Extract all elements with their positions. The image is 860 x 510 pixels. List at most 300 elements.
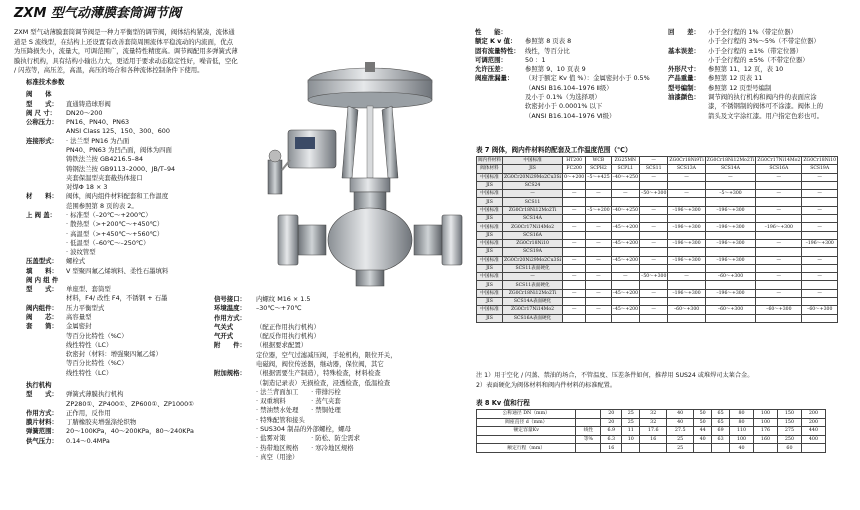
body-spec-label: 材 料：	[26, 192, 58, 201]
table-cell	[756, 231, 802, 239]
accessory-spec-value: · SUS304 制品的外部螺栓，螺母	[256, 424, 351, 433]
actuator-spec-value: 丁腈橡胶夹增强涤纶织物	[66, 418, 137, 427]
table-cell: 65	[712, 410, 730, 419]
table-cell	[705, 248, 756, 256]
table-cell: –45～+200	[612, 224, 639, 230]
accessory-spec-value: （制造记录表）无损检查，浸透检查，低温检查	[256, 378, 391, 387]
body-spec-row	[26, 313, 246, 322]
table-cell	[668, 264, 705, 272]
table7-row	[477, 231, 838, 239]
table-cell: 400	[801, 435, 825, 444]
perf-spec-value: 参照第 8 页表 8	[525, 37, 572, 46]
table-cell: —	[668, 273, 705, 281]
table-cell: —	[563, 206, 586, 214]
table-cell	[611, 215, 639, 223]
table-cell: –60～+300	[705, 306, 756, 314]
accessory-spec-row	[214, 397, 474, 406]
table7-header-row	[477, 157, 838, 165]
accessory-spec-row	[214, 369, 474, 378]
body-spec-value: DN20～200	[66, 108, 103, 117]
table-cell: –196～+300	[802, 239, 838, 247]
page-title: ZXM 型气动薄膜套筒调节阀	[14, 6, 181, 21]
table-cell: 额定容量Kv	[477, 427, 576, 436]
body-spec-row	[26, 183, 246, 192]
accessory-spec-label	[214, 360, 256, 369]
table-cell	[586, 298, 611, 306]
body-spec-row	[26, 332, 246, 341]
body-spec-label: 填 料：	[26, 266, 58, 275]
table-cell	[563, 264, 586, 272]
table-cell	[705, 298, 756, 306]
perf-spec-value: （ANSI B16.104–1976 Ⅵ级）	[525, 111, 616, 120]
table-cell	[705, 198, 756, 206]
table7-row	[477, 273, 838, 281]
note-1: 注 1）用于空化 / 闪蒸、禁油的场合，不管温度、压差条件如何，推荐用 SUS24 或堆焊司太莱合金。	[476, 372, 754, 379]
table-cell: 32	[640, 418, 667, 427]
table-cell: 69	[712, 427, 730, 436]
table-cell: –196～+300	[705, 239, 756, 247]
right-spec-row	[668, 93, 858, 102]
actuator-spec-row	[26, 409, 246, 418]
table-cell: SCS24	[502, 181, 562, 189]
right-spec-value: 参照第 12 页型号编制	[708, 83, 772, 92]
table-cell: —	[563, 239, 586, 247]
table-cell: –45～+200	[612, 241, 639, 247]
table-cell	[586, 231, 611, 239]
perf-spec-label: 固有流量特性：	[475, 46, 520, 55]
table-cell	[705, 181, 756, 189]
body-spec-label: 阀 芯：	[26, 313, 58, 322]
table-cell: 中国标准	[477, 173, 503, 181]
table-cell: 176	[754, 427, 778, 436]
table7-header-row	[477, 165, 838, 173]
table7-row	[477, 264, 838, 272]
table-cell	[611, 264, 639, 272]
body-spec-label	[26, 239, 66, 248]
accessory-spec-value: –30℃～+70℃	[256, 304, 302, 313]
table-cell: –196～+300	[705, 289, 756, 297]
table-cell	[694, 444, 712, 453]
table-cell	[668, 231, 705, 239]
table-cell	[712, 444, 730, 453]
table-cell: –196～+300	[705, 223, 756, 231]
body-spec-value: ANSI Class 125、150、300、600	[66, 127, 170, 136]
right-spec-column	[668, 28, 858, 121]
table-cell: –196～+300	[668, 289, 705, 297]
table-cell: SCS16A	[756, 165, 802, 173]
table7-row	[477, 173, 838, 181]
table-cell: —	[563, 273, 586, 281]
right-spec-label	[668, 112, 708, 121]
body-spec-label	[26, 332, 66, 341]
table7-row	[477, 256, 838, 264]
right-spec-row	[668, 84, 858, 93]
actuator-spec-label: 作用方式：	[26, 408, 58, 417]
table-cell: 公称通径 DN（mm）	[477, 410, 576, 419]
body-spec-row	[26, 118, 246, 127]
perf-spec-row	[475, 47, 660, 56]
left-spec-rows	[26, 100, 246, 378]
table-cell: JIS	[477, 248, 503, 256]
table-cell: —	[563, 190, 586, 198]
table-cell: SCS13A	[668, 165, 705, 173]
perf-spec-value: 软密封小于 0.0001% 以下	[525, 102, 603, 111]
table-cell: —	[586, 223, 611, 231]
perf-spec-row	[475, 65, 660, 74]
table-cell: 0～+200	[564, 174, 585, 180]
body-spec-row	[26, 276, 246, 285]
table-cell: —	[668, 173, 705, 181]
table-cell: –45～+200	[612, 290, 639, 296]
table-cell: –50～+300	[641, 191, 667, 197]
body-spec-row	[26, 192, 246, 201]
table-cell	[640, 248, 668, 256]
actuator-spec-row	[26, 390, 246, 399]
table-cell: –5～+425	[587, 174, 610, 180]
table-cell: 额定行程（mm）	[477, 444, 576, 453]
accessory-spec-row	[214, 332, 474, 341]
right-spec-row	[668, 65, 858, 74]
body-spec-value: · 散热型（>+200℃～+450℃）	[66, 220, 164, 229]
body-spec-label	[26, 369, 66, 378]
right-spec-label	[668, 37, 708, 46]
table-cell: 6.3	[601, 435, 622, 444]
table-cell: –60～+300	[756, 306, 802, 314]
table-cell: SCS19A	[802, 165, 838, 173]
table-cell: –45～+200	[612, 307, 639, 313]
body-spec-label	[26, 350, 66, 359]
table-cell	[576, 444, 601, 453]
body-spec-label	[26, 183, 66, 192]
kv-table	[476, 409, 826, 453]
table-cell: JIS	[477, 298, 503, 306]
table-cell: –196～+300	[705, 256, 756, 264]
table-cell: —	[640, 256, 668, 264]
body-spec-label: 阀 尺 寸：	[26, 108, 57, 117]
right-spec-row	[668, 112, 858, 121]
note-2: 2）表面硬化为阀体材料和阀内件材料的标准配置。	[476, 382, 617, 389]
table-cell: JIS	[477, 264, 503, 272]
perf-spec-label: 阀座泄漏量：	[475, 74, 514, 83]
body-spec-value: 金属密封	[66, 322, 92, 331]
accessory-spec-row	[214, 453, 474, 462]
body-spec-value: 阀体，阀内组件材料配套和工作温度	[66, 192, 169, 201]
body-spec-value: 高容量型	[66, 313, 92, 322]
table-cell: —	[502, 273, 562, 281]
table-cell	[802, 231, 838, 239]
table-cell: ZG0Cr18Ni12Mo2Ti	[502, 206, 562, 214]
table-cell: 中国标准	[477, 289, 503, 297]
right-spec-row	[668, 102, 858, 111]
table-cell: —	[586, 289, 611, 297]
right-spec-value: 小于全行程的 3%～5%（不带定位器）	[708, 37, 820, 46]
table-cell	[611, 281, 639, 289]
body-spec-value: 螺栓式	[66, 257, 86, 266]
accessory-spec-value: （配反作用执行机构）	[256, 332, 320, 341]
table-cell: –60～+300	[802, 306, 838, 314]
body-spec-label: 压盖型式：	[26, 257, 58, 266]
table7-row	[477, 298, 838, 306]
right-spec-row	[668, 47, 858, 56]
table-cell	[756, 298, 802, 306]
table-cell	[705, 281, 756, 289]
table-cell: 44	[694, 427, 712, 436]
right-spec-value: 漆，不锈钢制的阀体可不涂漆。阀体上的	[708, 102, 824, 111]
table8-row	[477, 410, 826, 419]
body-spec-row	[26, 359, 246, 368]
table-cell: –60～+300	[668, 306, 705, 314]
table-cell: —	[802, 190, 838, 198]
accessory-spec-label: 环境温度：	[214, 304, 246, 313]
body-spec-label: 公称压力：	[26, 118, 58, 127]
right-spec-label: 回 差：	[668, 28, 700, 36]
table8-row	[477, 418, 826, 427]
body-spec-label	[26, 174, 66, 183]
table-cell: —	[802, 206, 838, 214]
table-cell: SCS14A	[502, 215, 562, 223]
right-spec-label: 外形尺寸：	[668, 65, 700, 74]
table-cell	[586, 215, 611, 223]
table-cell: SCPL1	[611, 165, 639, 173]
body-spec-value: 单座型、套筒型	[66, 285, 111, 294]
body-spec-value: PN16、PN40、PN63	[66, 118, 130, 127]
body-spec-label	[26, 202, 66, 211]
table-cell: —	[563, 289, 586, 297]
accessory-spec-row	[214, 295, 474, 304]
body-spec-row	[26, 174, 246, 183]
table-cell: JIS	[477, 314, 503, 322]
table-cell: JIS	[477, 281, 503, 289]
table-cell: —	[802, 173, 838, 181]
accessory-spec-value: · 热带地区规格 · 寒冷地区规格	[256, 443, 354, 452]
table-cell: –60～+300	[705, 273, 756, 281]
table-cell: SCS11表面硬化	[502, 281, 562, 289]
table-cell: 150	[777, 410, 801, 419]
table-cell	[563, 298, 586, 306]
table-cell: –50～+300	[641, 274, 667, 280]
table-cell: 40	[694, 435, 712, 444]
table-cell: ZG0Cr18Ni10	[502, 239, 562, 247]
table7-row	[477, 223, 838, 231]
table-cell: 160	[754, 435, 778, 444]
table-cell: 40	[667, 410, 694, 419]
table-cell: SCS14A表面硬化	[502, 298, 562, 306]
accessory-spec-row	[214, 425, 474, 434]
body-spec-value: · 法兰型 PN16 为凸面	[66, 136, 130, 145]
table-cell	[802, 314, 838, 322]
table7-row	[477, 248, 838, 256]
table-cell: 中国标准	[477, 306, 503, 314]
body-spec-value: PN40、PN63 为凹凸面，阀体为四面	[66, 145, 172, 154]
table-cell: —	[502, 190, 562, 198]
body-spec-value: 材料，F4/ 改性 F4，不锈钢 + 石墨	[66, 294, 168, 303]
body-spec-label	[26, 146, 66, 155]
table-cell	[668, 314, 705, 322]
table7-row	[477, 190, 838, 198]
body-spec-value: 软密封（材料：增强聚四氟乙烯）	[66, 350, 162, 359]
right-spec-row	[668, 37, 858, 46]
table-cell: –196～+300	[668, 223, 705, 231]
right-spec-row	[668, 74, 858, 83]
table-cell: ZG0Cr17Ni14Mo2	[502, 306, 562, 314]
table-cell	[611, 181, 639, 189]
accessory-spec-value: · 法兰背面加工 · 带排污栓	[256, 387, 341, 396]
table-cell: 20	[601, 410, 622, 419]
accessory-spec-value: · 真空（用途）	[256, 452, 299, 461]
table-cell	[668, 215, 705, 223]
table-cell: 65	[712, 418, 730, 427]
table-cell: ZG0Cr20Ni29Mo2Cu3Si	[503, 174, 562, 180]
body-spec-row	[26, 257, 246, 266]
body-spec-label	[26, 341, 66, 350]
accessory-spec-label	[214, 379, 256, 388]
table-cell: 等%	[576, 435, 601, 444]
perf-spec-value: 及小于 0.1%（为选择项）	[525, 92, 601, 101]
table7-row	[477, 198, 838, 206]
table-cell	[802, 215, 838, 223]
body-spec-value: V 型聚四氟乙烯填料、柔性石墨填料	[66, 266, 169, 275]
body-spec-row	[26, 165, 246, 174]
accessory-spec-value: · 盐雾对策 · 防松、防尘需求	[256, 434, 360, 443]
table-cell: —	[802, 289, 838, 297]
table-cell: —	[586, 256, 611, 264]
table-cell	[640, 181, 668, 189]
body-spec-value: 压力平衡型式	[66, 303, 105, 312]
body-spec-label	[26, 220, 66, 229]
perf-spec-label	[475, 93, 525, 102]
body-spec-row	[26, 230, 246, 239]
table-cell	[586, 198, 611, 206]
table-cell: 中国标准	[477, 206, 503, 214]
body-spec-value: · 高温型（>+450℃～+560℃）	[66, 229, 164, 238]
table-cell: 63	[712, 435, 730, 444]
accessory-spec-label	[214, 397, 256, 406]
table-cell	[754, 444, 778, 453]
body-spec-label: 连接形式：	[26, 136, 58, 145]
accessory-spec-row	[214, 351, 474, 360]
right-spec-row	[668, 56, 858, 65]
table-cell: —	[802, 223, 838, 231]
table-cell: —	[586, 306, 611, 314]
accessory-spec-value: 电磁阀，阀位传送器，继动器，保位阀，其它	[256, 359, 384, 368]
body-spec-label: 上 阀 盖：	[26, 210, 57, 219]
body-spec-row	[26, 322, 246, 331]
perf-spec-value: （ANSI B16.104–1976 Ⅱ级）	[525, 83, 613, 92]
right-spec-value: 参照第 11、12 页，表 10	[708, 65, 784, 74]
table-cell	[563, 314, 586, 322]
accessory-spec-label	[214, 406, 256, 415]
actuator-spec-row	[26, 418, 246, 427]
body-spec-row	[26, 220, 246, 229]
body-spec-row	[26, 109, 246, 118]
table-cell: –45～+200	[612, 257, 639, 263]
body-spec-label	[26, 248, 66, 257]
accessory-spec-label: 气开式	[214, 332, 234, 341]
table-cell: —	[756, 256, 802, 264]
table-cell	[640, 281, 668, 289]
table-cell: FC200	[563, 165, 586, 173]
table-cell: HT200	[563, 157, 586, 165]
body-spec-label	[26, 127, 66, 136]
table-cell: —	[640, 306, 668, 314]
table-cell: ZG0Cr18Ni12Mo2Ti	[706, 158, 755, 164]
actuator-spec-value: 弹簧式薄膜执行机构	[66, 390, 124, 399]
table-cell: —	[802, 273, 838, 281]
table-cell: –196～+300	[705, 206, 756, 214]
table-cell	[622, 444, 640, 453]
body-spec-value: 范围参照第 8 页的表 2。	[66, 201, 138, 210]
table7-row	[477, 281, 838, 289]
table-cell	[640, 198, 668, 206]
table-cell: JIS	[477, 198, 503, 206]
accessory-spec-row	[214, 341, 474, 350]
accessory-spec-row	[214, 388, 474, 397]
table-cell: —	[563, 223, 586, 231]
accessory-spec-row	[214, 304, 474, 313]
table-cell	[668, 298, 705, 306]
table-cell	[640, 264, 668, 272]
table-cell: —	[640, 206, 668, 214]
table-cell: —	[586, 239, 611, 247]
accessory-spec-value: （根据需要生产制造），特殊检查，材料检查	[256, 369, 381, 378]
body-spec-value: · 低温型（–60℃～–250℃）	[66, 238, 150, 247]
right-spec-value: 调节阀的执行机构和阀内件的表面应涂	[708, 92, 817, 101]
perf-rows	[475, 37, 660, 121]
table-cell: —	[640, 239, 668, 247]
table-cell: 50	[694, 410, 712, 419]
accessory-spec-row	[214, 434, 474, 443]
right-spec-value: 箭头及文字涂红漆。用户指定色彩也可。	[708, 111, 824, 120]
table-cell: –196～+300	[668, 256, 705, 264]
actuator-spec-value: 20～100KPa，40～200KPa，80～240KPa	[66, 427, 194, 436]
table-cell: 100	[730, 435, 754, 444]
right-spec-label: 型号编制：	[668, 83, 700, 92]
actuator-spec-label: 供气压力：	[26, 436, 58, 445]
table-cell: JIS	[477, 215, 503, 223]
perf-spec-label: 额定 K v 值：	[475, 37, 517, 46]
table-cell: ZG0Cr20Ni29Mo2Cu3Si	[503, 257, 562, 263]
table-cell: —	[611, 273, 639, 281]
body-spec-row	[26, 127, 246, 136]
accessory-spec-row	[214, 444, 474, 453]
perf-spec-row	[475, 84, 660, 93]
table-cell: ZG25MN	[611, 157, 639, 165]
table-cell: –5～+200	[587, 207, 610, 213]
table-cell	[611, 198, 639, 206]
body-spec-value: 铸铁法兰按 GB4216.5–84	[66, 155, 144, 164]
body-spec-row	[26, 341, 246, 350]
body-spec-row	[26, 202, 246, 211]
table-cell	[611, 231, 639, 239]
accessory-spec-label: 附加规格：	[214, 369, 246, 378]
body-spec-row	[26, 304, 246, 313]
body-spec-row	[26, 350, 246, 359]
accessory-spec-label: 信号接口：	[214, 295, 246, 303]
table-cell	[611, 298, 639, 306]
table-cell	[563, 215, 586, 223]
accessory-spec-value: 内螺纹 M16 × 1.5	[256, 295, 311, 303]
body-spec-label	[26, 230, 66, 239]
table-cell	[640, 298, 668, 306]
body-spec-label: 型 式：	[26, 285, 58, 294]
table-cell	[563, 248, 586, 256]
table-cell: —	[563, 306, 586, 314]
table-cell: –40～+250	[612, 174, 639, 180]
accessory-spec-value: · 禁油禁水处理 · 禁铜处理	[256, 406, 341, 415]
table-cell	[756, 215, 802, 223]
actuator-spec-label: 型 式：	[26, 390, 58, 399]
body-spec-row	[26, 239, 246, 248]
